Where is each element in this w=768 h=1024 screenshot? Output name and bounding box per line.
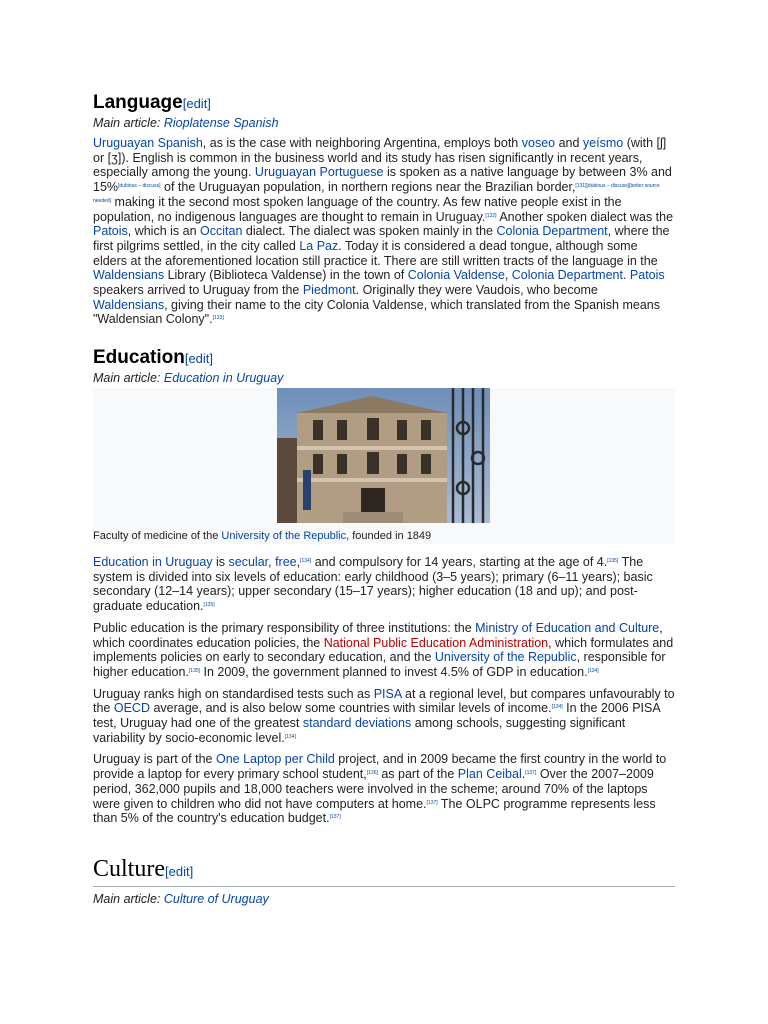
inline-link[interactable]: Piedmont [302,283,356,298]
language-hatnote [93,115,675,131]
inline-link[interactable]: Colonia Department [496,224,608,239]
hatnote-prefix: Main article: [93,892,164,906]
inline-link[interactable]: Colonia Department [511,268,623,283]
paragraph-text: . [622,268,630,283]
paragraph-text: among schools, suggesting significant variability by socio-economic level. [93,716,626,745]
inline-link[interactable]: University of the Republic [434,650,577,665]
inline-link[interactable]: Patois [93,224,128,239]
inline-link[interactable]: Plan Ceibal [457,767,522,782]
paragraph-text: , which formulates and implements policies on early to secondary education, and the [93,635,674,665]
caption-prefix: Faculty of medicine of the [93,530,222,542]
inline-link[interactable]: secular [228,555,269,569]
paragraph-text: In 2009, the government planned to invest 4.5% of GDP in education. [200,664,588,679]
paragraph-text: . [521,767,526,782]
education-paragraph-3 [93,687,675,746]
paragraph-text: and compulsory for 14 years, starting at the age of 4. [311,555,608,569]
heading-divider [93,886,675,887]
inline-redlink[interactable]: National Public Education Administration [323,635,549,650]
paragraph-text: , [296,555,301,569]
citation-reference[interactable]: [135] [188,667,201,674]
inline-link[interactable]: Education in Uruguay [93,555,213,569]
inline-link[interactable]: PISA [373,686,402,701]
inline-link[interactable]: Waldensians [93,297,165,312]
culture-heading-text: Culture [93,856,165,882]
paragraph-text: Over the 2007–2009 period, 362,000 pupils and 18,000 teachers were involved in the scheme; around 70% of the laptops were given to children who did not have computers at home. [93,767,654,811]
inline-link[interactable]: voseo [521,136,556,150]
paragraph-text: Public education is the primary responsibility of three institutions: the [93,620,476,635]
inline-link[interactable]: free [275,555,297,569]
hatnote-prefix: Main article: [93,116,164,130]
paragraph-text: average, and is also below some countries with similar levels of income. [149,701,552,716]
paragraph-text: . Originally they were Vaudois, who become [355,283,598,298]
paragraph-text: dialect. The dialect was spoken mainly in the [242,224,497,239]
paragraph-text: , responsible for higher education. [93,650,666,679]
education-heading-text: Education [93,347,185,368]
paragraph-text: The system is divided into six levels of education: early childhood (3–5 years); primary (6–11 years); basic secondary (12–14 years); upper secondary (15–17 years); higher education (18 and up); and post-graduate education. [93,555,653,614]
language-heading-text: Language [93,92,183,113]
hatnote-prefix: Main article: [93,371,164,385]
education-paragraph-4 [93,752,675,826]
inline-link[interactable]: Ministry of Education and Culture [475,620,660,635]
culture-hatnote [93,891,675,907]
citation-reference[interactable]: [133] [212,315,224,322]
inline-link[interactable]: yeísmo [582,136,624,150]
inline-link[interactable]: One Laptop per Child [215,752,335,767]
citation-reference[interactable]: [135] [203,602,215,609]
citation-reference[interactable]: [137] [525,770,537,777]
paragraph-text: Uruguay ranks high on standardised tests such as [93,686,374,701]
paragraph-text: , as is the case with neighboring Argentina, employs both [202,136,522,150]
education-heading [93,347,675,370]
paragraph-text: , [504,268,512,283]
language-heading [93,92,675,115]
citation-reference[interactable]: [135] [607,558,619,564]
inline-link[interactable]: standard deviations [302,716,412,731]
paragraph-text: project, and in 2009 became the first country in the world to provide a laptop for every primary school student, [93,752,667,782]
paragraph-text: is [212,555,229,569]
education-edit-link[interactable]: [edit] [184,351,214,366]
citation-reference[interactable]: [134] [300,558,312,564]
inline-link[interactable]: Colonia Valdense [407,268,505,283]
citation-reference[interactable]: [137] [329,814,341,821]
citation-reference[interactable]: [134] [551,704,563,711]
education-paragraph-1 [93,555,675,614]
inline-link[interactable]: OECD [113,701,150,716]
paragraph-text: Library (Biblioteca Valdense) in the town of [164,268,408,283]
paragraph-text: , giving their name to the city Colonia Valdense, which translated from the Spanish means "Waldensian Colony". [93,297,660,327]
faculty-of-medicine-photo[interactable] [277,388,490,523]
education-section [93,347,675,386]
inline-link[interactable]: La Paz [299,238,339,253]
paragraph-text: . Today it is considered a dead tongue, although some elders at the aforementioned location still practice it. There are still written tracts of the language in the [93,238,658,268]
citation-reference[interactable]: [134] [284,733,296,740]
paragraph-text: and [555,136,583,150]
citation-reference[interactable]: [132] [485,212,497,219]
paragraph-text: (with [ʃ] or [ʒ]). English is common in the business world and its study has risen significantly in recent years, especially among the young. [93,136,667,180]
citation-reference[interactable]: [134] [587,667,599,674]
citation-reference[interactable]: [131][dubious – discuss][better source needed] [93,183,660,204]
culture-edit-link[interactable]: [edit] [165,864,194,879]
inline-link[interactable]: Uruguayan Spanish [93,136,203,150]
inline-link[interactable]: Waldensians [93,268,165,283]
inline-link[interactable]: Occitan [200,224,243,239]
paragraph-text: Uruguay is part of the [93,752,216,767]
hatnote-link-culture-of-uruguay[interactable]: Culture of Uruguay [163,892,269,906]
culture-heading [93,856,675,885]
citation-reference[interactable]: [136] [366,770,378,777]
paragraph-text: is spoken as a native language by between 3% and 15% [93,165,672,195]
hatnote-link-rioplatense-spanish[interactable]: Rioplatense Spanish [163,116,279,130]
caption-link-university-of-the-republic[interactable]: University of the Republic [221,530,347,542]
language-paragraph [93,136,675,327]
paragraph-text: as part of the [377,767,458,782]
inline-link[interactable]: Uruguayan Portuguese [254,165,384,180]
figure-caption [93,530,431,543]
language-section [93,92,675,327]
paragraph-text: making it the second most spoken language of the country. As few native people exist in the population, no indigenous languages are thought to remain in Uruguay. [93,194,622,224]
paragraph-text: , where the first pilgrims settled, in the city called [93,224,670,253]
paragraph-text: In the 2006 PISA test, Uruguay had one of the greatest [93,701,660,731]
paragraph-text: of the Uruguayan population, in northern regions near the Brazilian border, [160,180,576,195]
paragraph-text: , which is an [127,224,201,239]
paragraph-text: , [268,555,276,569]
citation-reference[interactable]: [dubious – discuss] [118,183,161,190]
paragraph-text: at a regional level, but compares unfavourably to the [93,686,675,716]
education-hatnote [93,370,675,386]
paragraph-text: The OLPC programme represents less than 5% of the country's education budget. [93,796,656,826]
education-body [93,555,675,826]
citation-reference[interactable]: [137] [426,799,438,806]
figure-faculty-of-medicine [93,388,675,544]
inline-link[interactable]: Patois [629,268,665,283]
culture-section [93,856,675,907]
education-paragraph-2 [93,621,675,680]
caption-suffix: , founded in 1849 [346,530,432,542]
paragraph-text: , which coordinates education policies, the [93,620,663,650]
language-edit-link[interactable]: [edit] [182,96,211,111]
paragraph-text: speakers arrived to Uruguay from the [93,283,303,298]
hatnote-link-education-in-uruguay[interactable]: Education in Uruguay [163,371,284,385]
paragraph-text: Another spoken dialect was the [496,209,674,224]
